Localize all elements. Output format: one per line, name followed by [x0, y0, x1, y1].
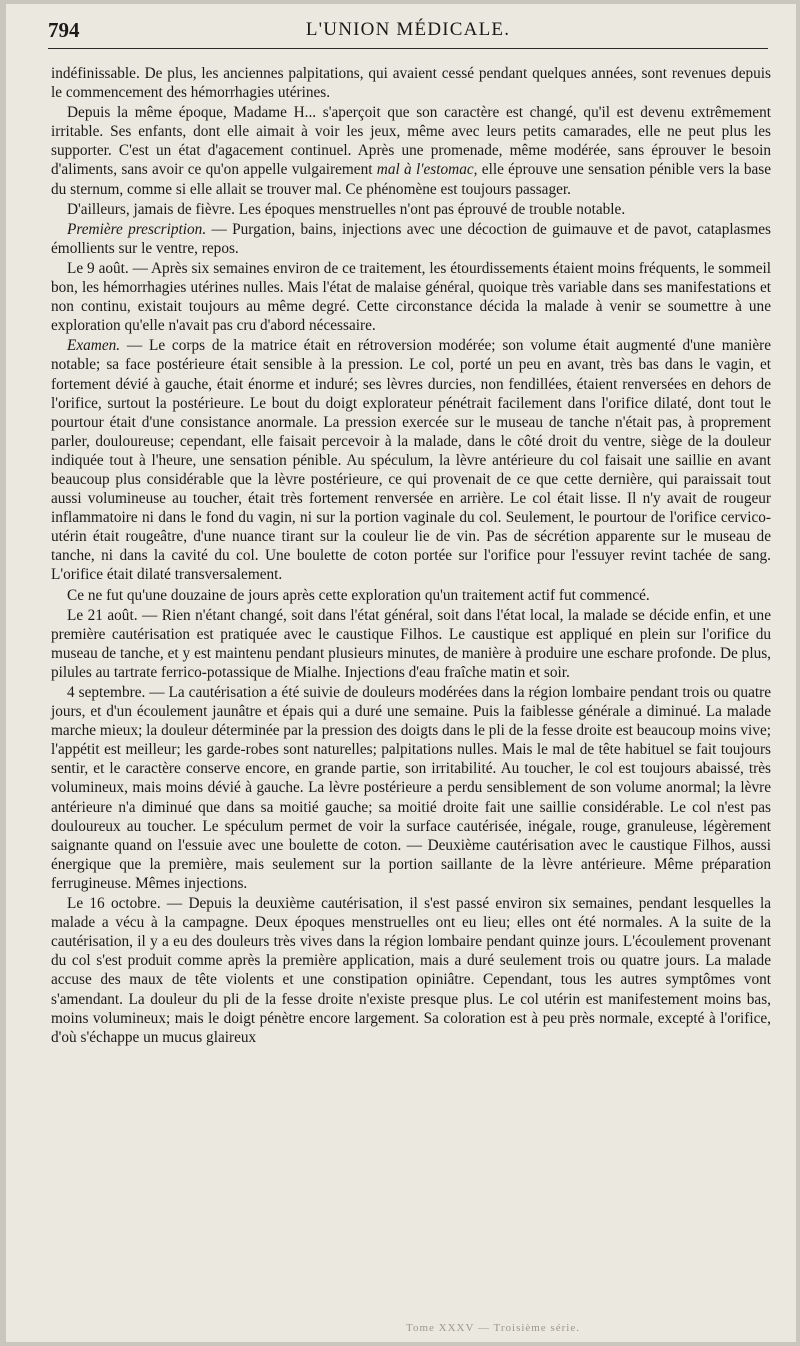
paragraph-text: D'ailleurs, jamais de fièvre. Les époques menstruelles n'ont pas éprouvé de trouble notable. — [67, 200, 626, 218]
paragraph-text: Le 16 octobre. — Depuis la deuxième cautérisation, il s'est passé environ six semaines, pendant lesquelles la malade a vécu à la campagne. Deux époques menstruelles ont eu lieu; elles ont été normales. A la suite de la cautérisation, il y a eu des douleurs très vives dans la région lombaire pendant quinze jours. L'écoulement provenant du col s'est produit comme après la première application, mais a duré seulement trois ou quatre jours. La malade accuse des maux de tête violents et une constipation opiniâtre. Cependant, tous les autres symptômes vont s'amendant. La douleur du pli de la fesse droite n'existe presque plus. Le col utérin est manifestement moins bas, moins volumineux; mais le doigt pénètre encore largement. Sa coloration est à peu près normale, excepté à l'orifice, d'où s'échappe un mucus glaireux — [51, 895, 771, 1046]
body-text — [51, 64, 771, 1047]
paragraph-text: Le 21 août. — Rien n'étant changé, soit dans l'état général, soit dans l'état local, la malade se décide enfin, et une première cautérisation est pratiquée avec le caustique Filhos. Le caustique est appliqué en plein sur l'orifice du museau de tanche, et y est maintenu pendant plusieurs minutes, de manière à produire une eschare profonde. De plus, pilules au tartrate ferrico-potassique de Mialhe. Injections d'eau fraîche matin et soir. — [51, 606, 771, 681]
italic-phrase: mal à l'estomac, — [376, 161, 478, 179]
journal-title: L'UNION MÉDICALE. — [305, 19, 511, 40]
paragraph-text: — Purgation, bains, injections avec une décoction de guimauve et de pavot, cataplasmes émollients sur le ventre, repos. — [51, 220, 771, 257]
paragraph — [51, 336, 771, 584]
paragraph-text: elle éprouve une sensation pénible vers la base du sternum, comme si elle allait se trouver mal. Ce phénomène est toujours passager. — [51, 161, 772, 198]
page-number: 794 — [48, 18, 80, 42]
paragraph-lead: Première prescription. — [67, 220, 207, 238]
paragraph — [51, 103, 771, 198]
paragraph-text: 4 septembre. — La cautérisation a été suivie de douleurs modérées dans la région lombaire pendant trois ou quatre jours, et d'un écoulement jaunâtre et épais qui a duré une semaine. Puis la faiblesse générale a diminué. La malade marche mieux; la douleur déterminée par la pression des doigts dans le pli de la fesse droite est beaucoup moins vive; l'appétit est meilleur; les garde-robes sont naturelles; palpitations nulles. Mais le mal de tête habituel se fait toujours sentir, et le caractère conserve encore, en grande partie, son irritabilité. Au toucher, le col est toujours abaissé, très volumineux, mais moins dévié à gauche. La lèvre postérieure a perdu sensiblement de son volume anormal; la lèvre antérieure n'a diminué que dans sa moitié gauche; sa moitié droite fait une saillie considérable. Le col n'est pas douloureux au toucher. Le spéculum permet de voir la surface cautérisée, inégale, rouge, granuleuse, légèrement saignante quand on l'essuie avec une boulette de coton. — Deuxième cautérisation avec le caustique Filhos, aussi énergique que la première, mais seulement sur la portion saillante de la lèvre antérieure. Même préparation ferrugineuse. Mêmes injections. — [51, 684, 771, 892]
paragraph-text: — Le corps de la matrice était en rétroversion modérée; son volume était augmenté d'une manière notable; sa face postérieure était sensible à la pression. Le col, porté un peu en avant, très bas dans le vagin, et fortement dévié à gauche, était énorme et induré; ses lèvres durcies, non fendillées, étaient renversées en dehors de l'orifice, surtout la postérieure. Le bout du doigt explorateur pénétrait facilement dans l'orifice dilaté, dont tout le pourtour était d'une consistance anormale. La pression exercée sur le museau de tanche n'était pas, à proprement parler, douloureuse; cependant, elle faisait percevoir à la malade, dans le côté droit du ventre, siège de la douleur indiquée tout à l'heure, une sensation pénible. Au spéculum, la lèvre antérieure du col faisait une saillie en avant beaucoup plus considérable que la lèvre postérieure, ce qui provenait de ce que cette dernière, qui paraissait tout aussi volumineuse au toucher, était très fortement renversée en arrière. Le col était lisse. Il n'y avait de rougeur inflammatoire ni dans le fond du vagin, ni sur la portion vaginale du col. Seulement, le pourtour de l'orifice cervico-utérin était rougeâtre, d'une nuance tirant sur la couleur lie de vin. Pas de sécrétion apparente sur le museau de tanche, ni dans la cavité du col. Une boulette de coton portée sur l'orifice pour l'essuyer revint tachée de sang. L'orifice était dilaté transversalement. — [51, 337, 771, 584]
paragraph — [51, 894, 771, 1047]
paragraph — [51, 220, 771, 258]
paragraph — [51, 200, 771, 219]
paragraph-text: indéfinissable. De plus, les anciennes palpitations, qui avaient cessé pendant quelques années, sont revenues depuis le commencement des hémorrhagies utérines. — [51, 65, 771, 102]
paragraph — [51, 64, 771, 102]
paragraph-text: Ce ne fut qu'une douzaine de jours après cette exploration qu'un traitement actif fut commencé. — [67, 586, 650, 604]
paragraph — [51, 606, 771, 682]
running-head — [48, 18, 768, 49]
document-page — [6, 4, 796, 1342]
paragraph-text: Depuis la même époque, Madame H... s'aperçoit que son caractère est changé, qu'il est devenu extrêmement irritable. Ses enfants, dont elle aimait à voir les jeux, même avec leurs petits camarades, elle ne peut plus les supporter. C'est un état d'agacement continuel. Après une promenade, même modérée, sans éprouver le besoin d'aliments, sans avoir ce qu'on appelle vulgairement — [51, 104, 771, 179]
paragraph — [51, 259, 771, 335]
paragraph-text: Le 9 août. — Après six semaines environ de ce traitement, les étourdissements étaient moins fréquents, le sommeil bon, les hémorrhagies utérines nulles. Mais l'état de malaise général, quoique très variable dans ses manifestations et non continu, existait toujours au même degré. Cette circonstance décida la malade à venir se soumettre à une exploration qu'elle n'avait pas cru d'abord nécessaire. — [51, 259, 771, 335]
paragraph — [51, 586, 771, 605]
paragraph-lead: Examen. — [67, 337, 121, 355]
bleed-through-footer: Tome XXXV — Troisième série. — [406, 1322, 580, 1334]
paragraph — [51, 683, 771, 893]
